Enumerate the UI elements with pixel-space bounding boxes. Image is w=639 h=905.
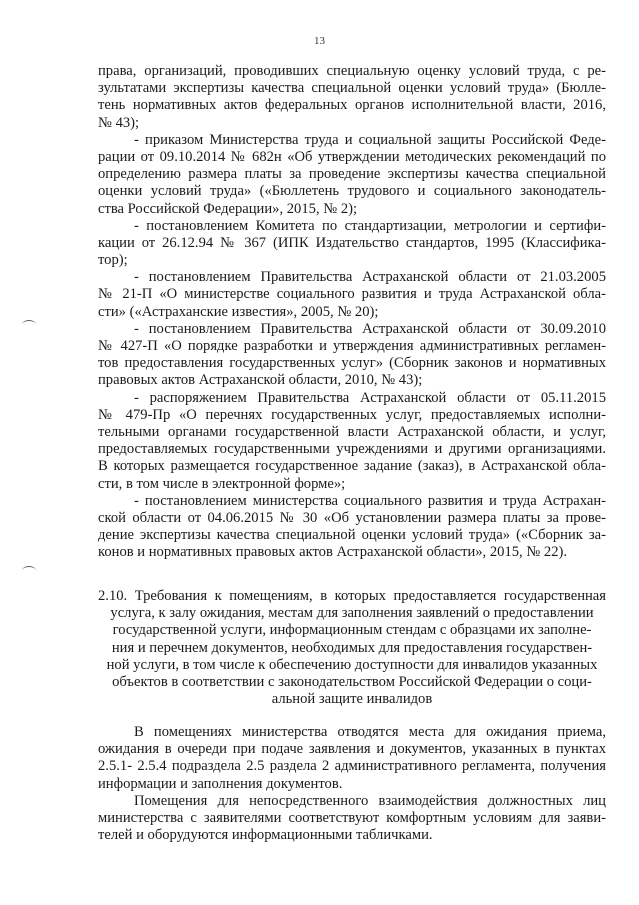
- text-line: предоставляемых государственными учреждениями и другими организациями.: [98, 441, 606, 458]
- scan-mark: [22, 320, 36, 329]
- text-line: № 479-Пр «О перечнях государственных услуг, предоставляемых исполни-: [98, 406, 606, 423]
- text-line: определению размера платы за проведение экспертизы качества специальной: [98, 166, 606, 183]
- heading-line: объектов в соответствии с законодательством Российской Федерации о соци-: [112, 673, 592, 690]
- text-line: права, организаций, проводивших специальную оценку условий труда, с ре-: [98, 63, 606, 79]
- page-number: 13: [314, 35, 325, 47]
- text-line: Помещения для непосредственного взаимодействия должностных лиц: [134, 792, 606, 809]
- text-line: зультатами экспертизы качества специальной оценки условий труда» (Бюлле-: [98, 80, 606, 97]
- text-line: телей и оборудуются информационными табличками.: [98, 827, 433, 844]
- text-line: сти» («Астраханские известия», 2005, № 20);: [98, 303, 379, 320]
- text-line: № 43);: [98, 114, 140, 131]
- text-line: ожидания в очереди при подаче заявления и документов, указанных в пунктах: [98, 741, 606, 758]
- text-line: тов предоставления государственных услуг» (Сборник законов и нормативных: [98, 355, 606, 372]
- text-line: тень нормативных актов федеральных органов исполнительной власти, 2016,: [98, 97, 606, 114]
- text-line: правовых актов Астраханской области, 2010, № 43);: [98, 372, 423, 389]
- text-line: сти, в том числе в электронной форме»;: [98, 475, 346, 492]
- text-line: - постановлением министерства социального развития и труда Астрахан-: [134, 492, 606, 509]
- text-line: тор);: [98, 252, 128, 269]
- text-line: - постановлением Правительства Астраханской области от 21.03.2005: [134, 269, 606, 286]
- heading-line: ной услуги, в том числе к обеспечению доступности для инвалидов указанных: [106, 656, 598, 673]
- text-line: - распоряжением Правительства Астраханской области от 05.11.2015: [134, 389, 606, 406]
- text-line: рации от 09.10.2014 № 682н «Об утверждении методических рекомендаций по: [98, 148, 606, 165]
- text-line: кации от 26.12.94 № 367 (ИПК Издательство стандартов, 1995 (Классификa-: [98, 234, 606, 251]
- text-line: конов и нормативных правовых актов Астраханской области», 2015, № 22).: [98, 544, 568, 561]
- paragraph-block-legal-references: [98, 63, 606, 561]
- text-line: - постановлением Правительства Астраханской области от 30.09.2010: [134, 320, 606, 337]
- text-line: ской области от 04.06.2015 № 30 «Об установлении размера платы за прове-: [98, 509, 606, 526]
- text-line: тельными органами государственной власти Астраханской области, и услуг,: [98, 423, 606, 440]
- heading-line: государственной услуги, информационным стендам с образцами их заполне-: [112, 622, 592, 639]
- text-line: оценки условий труда» («Бюллетень трудового и социального законодатель-: [98, 183, 606, 200]
- text-line: № 427-П «О порядке разработки и утверждения административных регламен-: [98, 338, 606, 354]
- text-line: министерства с заявителями соответствуют комфортным условиям для заяви-: [98, 809, 606, 826]
- text-line: дение экспертизы качества специальной оценки условий труда» («Сборник за-: [98, 527, 606, 544]
- section-heading-2-10: [98, 588, 606, 708]
- text-line: В помещениях министерства отводятся места для ожидания приема,: [134, 724, 606, 740]
- text-line: - постановлением Комитета по стандартизации, метрологии и сертифи-: [134, 217, 606, 234]
- paragraph-block-premises: [98, 724, 606, 844]
- heading-line: услуга, к залу ожидания, местам для заполнения заявлений о предоставлении: [110, 605, 594, 622]
- text-line: - приказом Министерства труда и социальной защиты Российской Феде-: [134, 131, 606, 148]
- text-line: ства Российской Федерации», 2015, № 2);: [98, 200, 358, 217]
- heading-line: 2.10. Требования к помещениям, в которых предоставляется государственная: [98, 588, 606, 604]
- heading-line: альной защите инвалидов: [271, 691, 433, 708]
- text-line: В которых размещается государственное задание (заказ), в Астраханской обла-: [98, 458, 606, 475]
- scan-mark: [22, 566, 36, 575]
- text-line: информации и заполнения документов.: [98, 775, 343, 792]
- text-line: 2.5.1- 2.5.4 подраздела 2.5 раздела 2 административного регламента, получения: [98, 758, 606, 775]
- heading-line: ния и перечнем документов, необходимых для предоставления государствен-: [111, 639, 593, 656]
- text-line: № 21-П «О министерстве социального развития и труда Астраханской обла-: [98, 286, 606, 303]
